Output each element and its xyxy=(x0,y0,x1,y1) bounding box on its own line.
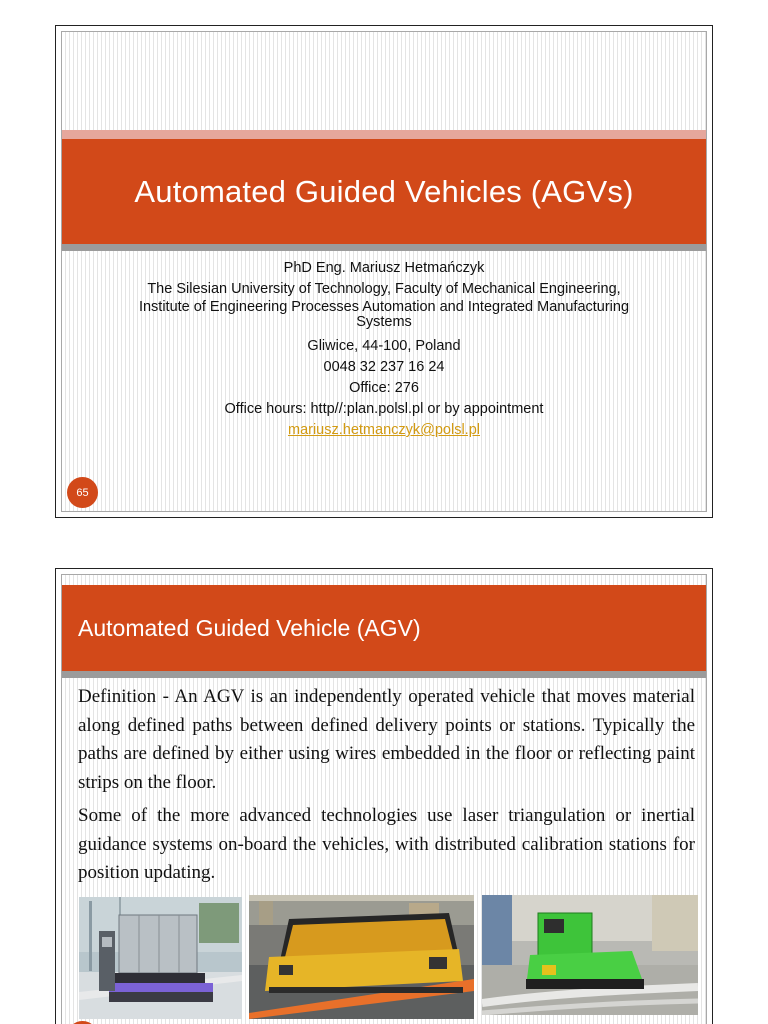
slide-background xyxy=(61,574,707,1024)
address-line: Gliwice, 44-100, Poland xyxy=(307,338,461,354)
agv-with-container-photo xyxy=(79,897,242,1019)
definition-text xyxy=(78,683,695,893)
author-name: PhD Eng. Mariusz Hetmańczyk xyxy=(283,260,485,276)
office-line: Office: 276 xyxy=(349,380,419,396)
institute-line: Institute of Engineering Processes Automation and Integrated Manufacturing xyxy=(138,299,630,315)
office-hours-line: Office hours: http//:plan.polsl.pl or by appointment xyxy=(224,401,544,417)
author-info xyxy=(62,258,706,441)
title-band xyxy=(62,139,706,244)
page-number-badge: 65 xyxy=(67,477,98,508)
header-band xyxy=(62,585,706,671)
email-link[interactable]: mariusz.hetmanczyk@polsl.pl xyxy=(287,422,480,438)
header-divider xyxy=(62,671,706,678)
institute-line-continued: Systems xyxy=(356,314,412,330)
yellow-agv-platform-photo xyxy=(249,895,474,1019)
green-agv-tow-photo xyxy=(482,895,698,1015)
presentation-title: Automated Guided Vehicles (AGVs) xyxy=(134,173,634,209)
technology-paragraph: Some of the more advanced technologies use laser triangulation or inertial guidance systems on-board the vehicles, with distributed calibration stations for position updating. xyxy=(78,805,695,883)
phone-line: 0048 32 237 16 24 xyxy=(323,359,445,375)
definition-paragraph: Definition - An AGV is an independently operated vehicle that moves material along defined paths between defined delivery points or stations. Typically the paths are defined by either using wires embedded in the floor or reflecting paint strips on the floor. xyxy=(78,686,695,793)
slide-heading: Automated Guided Vehicle (AGV) xyxy=(78,614,421,641)
university-line: The Silesian University of Technology, Faculty of Mechanical Engineering, xyxy=(147,281,621,297)
title-slide xyxy=(55,25,713,518)
email-line xyxy=(62,420,706,441)
slide-background xyxy=(61,31,707,512)
title-divider xyxy=(62,244,706,251)
definition-slide xyxy=(55,568,713,1024)
title-accent-strip xyxy=(62,130,706,139)
